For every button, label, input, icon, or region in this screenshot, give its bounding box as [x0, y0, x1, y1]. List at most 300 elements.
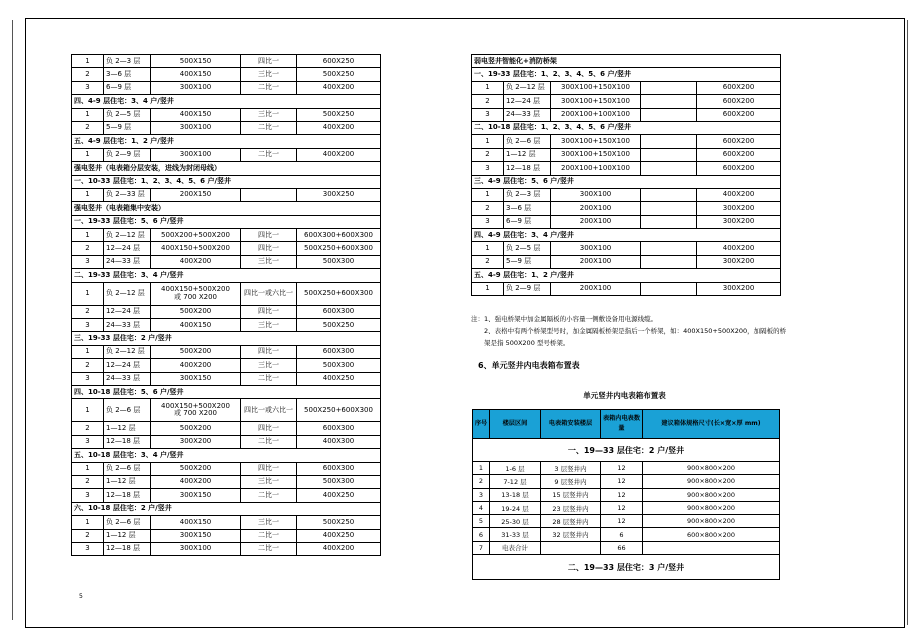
table-cell: 600X300 [297, 422, 381, 435]
table-cell: 3 [472, 215, 504, 228]
table-cell: 200X100 [551, 255, 641, 268]
table-cell: 300X200 [697, 255, 781, 268]
table-row [472, 188, 781, 201]
table-row [473, 488, 780, 501]
table-row [72, 242, 381, 255]
table-cell: 200X150 [151, 188, 241, 201]
note-line-2: 2、表格中有两个桥架型号时，加金属隔板桥架是指后一个桥架，如：400X150+500X200，加隔板的桥 [484, 327, 787, 335]
table-cell: 1 [72, 462, 104, 475]
table-cell [541, 541, 601, 554]
meter-subtitle-1: 一、19—33 层住宅：2 户/竖井 [473, 439, 780, 462]
table-cell: 32 层竖井内 [541, 528, 601, 541]
table-cell: 1 [72, 148, 104, 161]
table-cell: 600X200 [697, 95, 781, 108]
table-cell: 200X100 [551, 215, 641, 228]
table-cell: 300X150 [151, 529, 241, 542]
table-cell: 四比一 [241, 305, 297, 318]
table-cell: 12—18 层 [504, 162, 551, 175]
table-cell: 200X100+100X100 [551, 108, 641, 121]
table-row [72, 385, 381, 398]
table-cell: 负 2—5 层 [504, 242, 551, 255]
table-cell: 400X200 [297, 81, 381, 94]
table-row [472, 215, 781, 228]
table-row [472, 121, 781, 134]
header-cell: 电表箱安装楼层 [541, 410, 601, 439]
table-cell: 300X200 [151, 435, 241, 448]
table-cell: 负 2—12 层 [104, 282, 151, 305]
table-cell: 7 [473, 541, 490, 554]
table-cell: 2 [472, 95, 504, 108]
table-cell: 500X250 [297, 108, 381, 121]
table-cell: 900×800×200 [643, 475, 780, 488]
table-cell: 300X100 [151, 542, 241, 555]
table-cell: 四比一 [241, 229, 297, 242]
table-row [72, 255, 381, 268]
table-row [72, 188, 381, 201]
table-cell [641, 188, 697, 201]
table-cell: 二比一 [241, 489, 297, 502]
table-cell: 12 [601, 488, 643, 501]
table-cell: 四比一或六比一 [241, 399, 297, 422]
table-cell: 3—6 层 [504, 202, 551, 215]
table-cell: 5—9 层 [504, 255, 551, 268]
table-cell: 6 [601, 528, 643, 541]
table-row [472, 162, 781, 175]
table-cell: 500X250+600X300 [297, 282, 381, 305]
table-row [72, 345, 381, 358]
table-cell: 400X200 [297, 148, 381, 161]
table-cell: 300X250 [297, 188, 381, 201]
table-cell [641, 242, 697, 255]
table-cell: 300X100 [151, 148, 241, 161]
table-row [472, 255, 781, 268]
table-cell: 400X200 [151, 475, 241, 488]
table-cell [641, 95, 697, 108]
table-row [472, 108, 781, 121]
table-cell: 500X200 [151, 422, 241, 435]
section-row-label: 弱电竖井智能化+消防桥架 [472, 55, 781, 68]
notes-block [471, 313, 791, 349]
header-cell: 楼层区间 [490, 410, 541, 439]
table-cell: 负 2—6 层 [104, 399, 151, 422]
table-row [72, 502, 381, 515]
table-cell: 3 [72, 255, 104, 268]
table-cell: 三比一 [241, 68, 297, 81]
table-cell: 3 [72, 372, 104, 385]
section-row-label: 三、4-9 层住宅：5、6 户/竖井 [472, 175, 781, 188]
section-row-label: 强电竖井（电表箱分层安装，进线为封闭母线） [72, 162, 381, 175]
table-cell: 负 2—5 层 [104, 108, 151, 121]
table-cell [641, 81, 697, 94]
table-row [472, 242, 781, 255]
table-cell: 500X250 [297, 516, 381, 529]
table-row [72, 305, 381, 318]
table-cell: 2 [72, 68, 104, 81]
table-cell: 2 [72, 422, 104, 435]
header-cell: 建议箱体规格尺寸(长×宽×厚 mm) [643, 410, 780, 439]
section-row-label: 四、10-18 层住宅：5、6 户/竖井 [72, 385, 381, 398]
table-cell: 400X200 [297, 121, 381, 134]
table-cell: 3 [72, 435, 104, 448]
table-cell: 300X100 [551, 242, 641, 255]
table-cell: 5—9 层 [104, 121, 151, 134]
table-row [72, 422, 381, 435]
table-cell: 1 [72, 516, 104, 529]
table-cell: 24—33 层 [104, 319, 151, 332]
table-cell: 300X100+150X100 [551, 81, 641, 94]
table-cell: 24—33 层 [104, 372, 151, 385]
table-cell [641, 148, 697, 161]
table-cell: 二比一 [241, 542, 297, 555]
table-cell: 四比一 [241, 422, 297, 435]
table-cell: 400X250 [297, 529, 381, 542]
table-cell: 二比一 [241, 148, 297, 161]
table-row [72, 462, 381, 475]
page-edge-left [12, 20, 13, 620]
table-cell: 300X200 [697, 282, 781, 295]
table-cell: 2 [72, 475, 104, 488]
table-cell: 1 [472, 188, 504, 201]
table-cell: 1 [72, 55, 104, 68]
table-cell: 300X100+150X100 [551, 135, 641, 148]
table-cell: 25-30 层 [490, 515, 541, 528]
table-cell: 500X200+500X200 [151, 229, 241, 242]
table-cell: 600X300 [297, 305, 381, 318]
table-cell: 12—24 层 [104, 305, 151, 318]
table-cell [641, 135, 697, 148]
page-number: 5 [79, 593, 83, 600]
table-row [72, 229, 381, 242]
table-cell: 500X300 [297, 359, 381, 372]
table-cell: 400X150+500X200 或 700 X200 [151, 399, 241, 422]
table-cell: 12 [601, 475, 643, 488]
table-cell: 四比一 [241, 345, 297, 358]
table-cell: 400X300 [297, 435, 381, 448]
table-cell: 400X250 [297, 489, 381, 502]
table-cell: 300X200 [697, 215, 781, 228]
table-cell: 7-12 层 [490, 475, 541, 488]
table-cell: 四比一 [241, 462, 297, 475]
table-cell: 500X200 [151, 462, 241, 475]
table-cell: 900×800×200 [643, 488, 780, 501]
table-cell: 600X300+600X300 [297, 229, 381, 242]
table-cell: 6 [473, 528, 490, 541]
table-cell: 2 [473, 475, 490, 488]
table-cell: 2 [72, 242, 104, 255]
table-cell: 600X200 [697, 135, 781, 148]
table-cell: 400X250 [297, 372, 381, 385]
table-cell: 400X150 [151, 68, 241, 81]
table-cell: 2 [472, 255, 504, 268]
table-cell: 5 [473, 515, 490, 528]
table-row [72, 68, 381, 81]
table-row [472, 269, 781, 282]
table-cell: 四比一 [241, 242, 297, 255]
table-cell: 300X100+150X100 [551, 95, 641, 108]
table-row [72, 529, 381, 542]
table-cell: 2 [472, 202, 504, 215]
table-cell: 二比一 [241, 529, 297, 542]
table-row [472, 55, 781, 68]
table-cell: 12 [601, 515, 643, 528]
table-cell: 负 2—12 层 [104, 229, 151, 242]
table-cell [641, 162, 697, 175]
table-row [473, 541, 780, 554]
table-cell: 三比一 [241, 359, 297, 372]
table-cell [241, 188, 297, 201]
table-cell: 600X250 [297, 55, 381, 68]
header-cell: 序号 [473, 410, 490, 439]
table-cell: 12—24 层 [504, 95, 551, 108]
table-cell: 1 [472, 81, 504, 94]
table-cell: 19-24 层 [490, 501, 541, 514]
table-row [72, 516, 381, 529]
table-cell: 200X100 [551, 282, 641, 295]
table-cell: 2 [72, 359, 104, 372]
table-cell: 6—9 层 [504, 215, 551, 228]
table-cell: 2 [72, 529, 104, 542]
table-cell: 500X200 [151, 305, 241, 318]
table-cell: 23 层竖井内 [541, 501, 601, 514]
table-row [473, 501, 780, 514]
table-cell: 300X100 [551, 188, 641, 201]
table-cell: 负 2—3 层 [504, 188, 551, 201]
table-cell: 400X200 [297, 542, 381, 555]
table-row [72, 449, 381, 462]
table-cell: 负 2—9 层 [504, 282, 551, 295]
table-cell [641, 255, 697, 268]
table-cell: 400X150 [151, 108, 241, 121]
table-cell: 1—12 层 [104, 422, 151, 435]
table-row [72, 542, 381, 555]
table-cell [641, 282, 697, 295]
table-cell: 二比一 [241, 121, 297, 134]
table-cell: 300X100 [151, 121, 241, 134]
table-cell [641, 202, 697, 215]
table-cell: 66 [601, 541, 643, 554]
table-cell: 400X150 [151, 516, 241, 529]
table-cell: 负 2—3 层 [104, 55, 151, 68]
table-row [72, 332, 381, 345]
table-cell: 1 [72, 345, 104, 358]
table-cell: 1—12 层 [104, 529, 151, 542]
table-row [72, 282, 381, 305]
table-cell: 400X150 [151, 319, 241, 332]
section-row-label: 四、4-9 层住宅：3、4 户/竖井 [472, 229, 781, 242]
table-cell: 1 [472, 282, 504, 295]
table-cell: 600X300 [297, 462, 381, 475]
table-row [72, 372, 381, 385]
table-cell: 负 2—12 层 [504, 81, 551, 94]
table-cell [641, 108, 697, 121]
table-row [472, 229, 781, 242]
table-cell: 3 [473, 488, 490, 501]
meter-table-title: 单元竖井内电表箱布置表 [583, 391, 666, 400]
meter-subtitle-2: 二、19—33 层住宅：3 户/竖井 [473, 555, 780, 580]
table-cell: 1 [72, 282, 104, 305]
table-cell: 三比一 [241, 319, 297, 332]
table-cell: 2 [72, 121, 104, 134]
table-row [473, 462, 780, 475]
table-cell: 负 2—9 层 [104, 148, 151, 161]
table-cell: 二比一 [241, 435, 297, 448]
table-cell: 负 2—6 层 [504, 135, 551, 148]
table-cell: 500X250+600X300 [297, 399, 381, 422]
table-cell: 900×800×200 [643, 462, 780, 475]
table-row [473, 528, 780, 541]
table-cell: 12—18 层 [104, 489, 151, 502]
section-row-label: 一、19-33 层住宅：5、6 户/竖井 [72, 215, 381, 228]
table-cell: 300X150 [151, 372, 241, 385]
table-cell: 500X250 [297, 319, 381, 332]
table-cell: 6—9 层 [104, 81, 151, 94]
table-cell: 3 [72, 81, 104, 94]
table-row [472, 68, 781, 81]
table-cell: 1-6 层 [490, 462, 541, 475]
table-row [72, 162, 381, 175]
table-row [472, 95, 781, 108]
table-cell: 1 [472, 242, 504, 255]
table-row [72, 269, 381, 282]
table-cell: 600X200 [697, 81, 781, 94]
table-cell: 1 [72, 108, 104, 121]
table-cell: 负 2—33 层 [104, 188, 151, 201]
table-cell: 三比一 [241, 255, 297, 268]
table-row [72, 399, 381, 422]
table-row [72, 121, 381, 134]
table-cell: 3 [72, 542, 104, 555]
table-row [472, 282, 781, 295]
table-cell: 500X300 [297, 255, 381, 268]
table-cell: 2 [72, 305, 104, 318]
table-cell: 1 [72, 399, 104, 422]
table-cell: 300X100+150X100 [551, 148, 641, 161]
section-row-label: 三、19-33 层住宅：2 户/竖井 [72, 332, 381, 345]
table-cell: 200X100+100X100 [551, 162, 641, 175]
table-cell: 4 [473, 501, 490, 514]
table-cell: 400X200 [151, 359, 241, 372]
section-row-label: 一、19-33 层住宅：1、2、3、4、5、6 户/竖井 [472, 68, 781, 81]
table-cell: 1—12 层 [504, 148, 551, 161]
table-cell: 600X200 [697, 108, 781, 121]
table-row [472, 175, 781, 188]
table-cell: 500X200 [151, 345, 241, 358]
table-cell: 900×800×200 [643, 515, 780, 528]
meter-box-table [472, 409, 780, 580]
table-row [72, 319, 381, 332]
table-row [72, 148, 381, 161]
table-cell: 12—24 层 [104, 242, 151, 255]
table-cell: 负 2—6 层 [104, 462, 151, 475]
table-cell: 四比一 [241, 55, 297, 68]
table-cell: 28 层竖井内 [541, 515, 601, 528]
table-cell: 二比一 [241, 81, 297, 94]
table-cell: 300X150 [151, 489, 241, 502]
table-cell: 1 [473, 462, 490, 475]
table-row [72, 108, 381, 121]
table-cell: 400X200 [151, 255, 241, 268]
table-cell: 四比一或六比一 [241, 282, 297, 305]
table-row [72, 215, 381, 228]
table-cell: 12—24 层 [104, 359, 151, 372]
note-line-3: 架是指 500X200 型号桥架。 [484, 339, 570, 347]
table-row [472, 81, 781, 94]
table-row [72, 175, 381, 188]
table-cell: 600×800×200 [643, 528, 780, 541]
table-cell: 600X200 [697, 148, 781, 161]
table-cell: 1 [472, 135, 504, 148]
table-row [72, 135, 381, 148]
section-row-label: 六、10-18 层住宅：2 户/竖井 [72, 502, 381, 515]
right-cable-tray-table [471, 54, 781, 296]
table-cell: 三比一 [241, 516, 297, 529]
table-row [72, 359, 381, 372]
table-cell: 3 [72, 319, 104, 332]
section-row-label: 四、4-9 层住宅：3、4 户/竖井 [72, 95, 381, 108]
table-row [473, 475, 780, 488]
table-cell: 12 [601, 462, 643, 475]
section-heading: 6、单元竖井内电表箱布置表 [478, 361, 580, 370]
section-row-label: 五、4-9 层住宅：1、2 户/竖井 [72, 135, 381, 148]
table-row [72, 95, 381, 108]
table-cell: 15 层竖井内 [541, 488, 601, 501]
section-row-label: 一、10-33 层住宅：1、2、3、4、5、6 户/竖井 [72, 175, 381, 188]
table-cell: 12—18 层 [104, 542, 151, 555]
table-cell: 12 [601, 501, 643, 514]
section-row-label: 五、10-18 层住宅：3、4 户/竖井 [72, 449, 381, 462]
table-row [473, 515, 780, 528]
table-cell: 负 2—12 层 [104, 345, 151, 358]
section-row-label: 强电竖井（电表箱集中安装） [72, 202, 381, 215]
table-cell: 12—18 层 [104, 435, 151, 448]
table-cell: 1 [72, 229, 104, 242]
header-cell: 表箱内电表数量 [601, 410, 643, 439]
table-cell: 13-18 层 [490, 488, 541, 501]
table-cell: 600X200 [697, 162, 781, 175]
table-cell: 200X100 [551, 202, 641, 215]
table-row [472, 135, 781, 148]
table-cell: 电表合计 [490, 541, 541, 554]
table-row [472, 202, 781, 215]
page-edge-right [907, 20, 908, 625]
table-cell: 400X150+500X200 [151, 242, 241, 255]
table-cell: 300X100 [151, 81, 241, 94]
table-row [72, 475, 381, 488]
table-cell: 1 [72, 188, 104, 201]
table-cell: 三比一 [241, 108, 297, 121]
table-row [472, 148, 781, 161]
section-row-label: 二、19-33 层住宅：3、4 户/竖井 [72, 269, 381, 282]
note-line-1: 注：1、强电桥架中加金属隔板的小容量一侧敷设备用电源线缆。 [471, 315, 658, 323]
table-cell: 3 [472, 108, 504, 121]
table-row [72, 489, 381, 502]
table-cell: 500X150 [151, 55, 241, 68]
table-cell: 3—6 层 [104, 68, 151, 81]
table-row [72, 435, 381, 448]
table-cell: 500X250+600X300 [297, 242, 381, 255]
table-cell: 900×800×200 [643, 501, 780, 514]
table-cell: 400X150+500X200 或 700 X200 [151, 282, 241, 305]
table-cell: 31-33 层 [490, 528, 541, 541]
table-cell: 三比一 [241, 475, 297, 488]
table-cell [643, 541, 780, 554]
table-row [72, 202, 381, 215]
table-cell: 3 [472, 162, 504, 175]
table-cell: 400X200 [697, 242, 781, 255]
table-cell: 负 2—6 层 [104, 516, 151, 529]
table-cell: 3 [72, 489, 104, 502]
table-cell: 600X300 [297, 345, 381, 358]
